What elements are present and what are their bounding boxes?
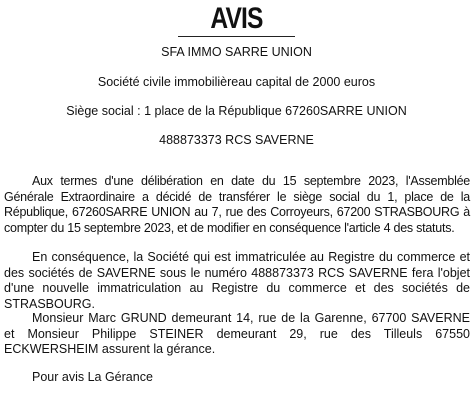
registered-office: Siège social : 1 place de la République 67260SARRE UNION: [66, 104, 407, 118]
company-form: Société civile immobilièreau capital de 2000 euros: [97, 75, 376, 89]
registration-number: 488873373 RCS SAVERNE: [159, 133, 314, 147]
closing-signature: Pour avis La Gérance: [32, 370, 153, 384]
title-underline: [178, 36, 295, 37]
management-paragraph: Monsieur Marc GRUND demeurant 14, rue de la Garenne, 67700 SAVERNE et Monsieur Philippe STEINER demeurant 29, rue des Tilleuls 67550 ECKWERSHEIM assurent la gérance.: [4, 311, 470, 357]
notice-title: AVIS: [210, 2, 263, 35]
transfer-paragraph: Aux termes d'une délibération en date du 15 septembre 2023, l'Assemblée Générale Extraordinaire a décidé de transférer le siège social du 1, place de la République, 67260SARRE UNION au 7, rue des Corroyeurs, 67200 STRASBOURG à compter du 15 septembre 2023, et de modifier en conséquence l'article 4 des statuts.: [4, 174, 470, 235]
registration-paragraph: En conséquence, la Société qui est immatriculée au Registre du commerce et des sociétés de SAVERNE sous le numéro 488873373 RCS SAVERNE fera l'objet d'une nouvelle immatriculation au Registre du commerce et des sociétés de STRASBOURG.: [4, 250, 470, 311]
company-name: SFA IMMO SARRE UNION: [161, 45, 312, 59]
